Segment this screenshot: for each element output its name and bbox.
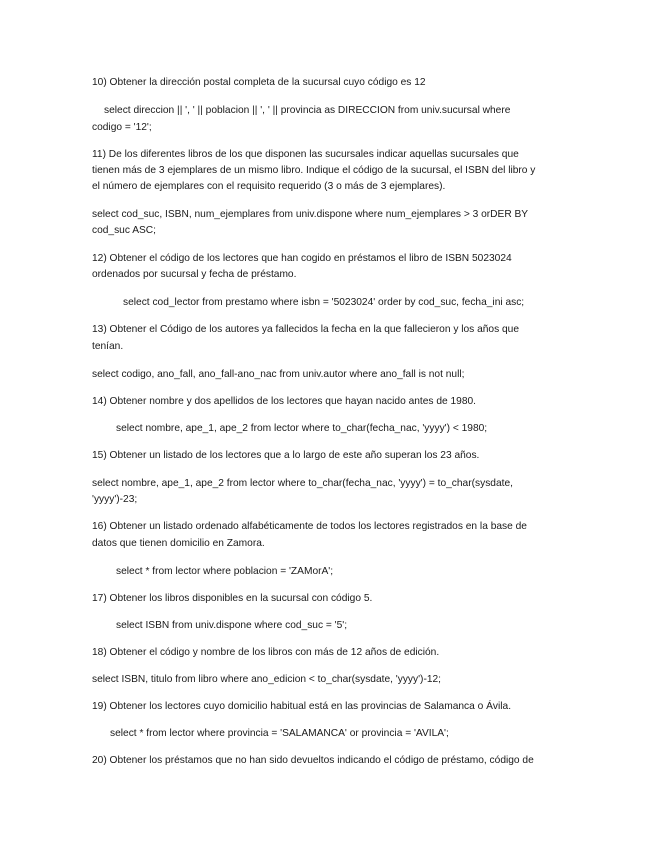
query-16: select * from lector where poblacion = 'ZAMorA'; (116, 566, 334, 577)
question-12-line-1: 12) Obtener el código de los lectores que han cogido en préstamos el libro de ISBN 5023024 (92, 253, 512, 264)
query-10-line-1: select direccion || ', ' || poblacion || ', ' || provincia as DIRECCION from univ.sucursal where (104, 105, 511, 116)
query-15-line-2: 'yyyy')-23; (92, 494, 138, 505)
query-11-line-1: select cod_suc, ISBN, num_ejemplares from univ.dispone where num_ejemplares > 3 orDER BY (92, 209, 529, 220)
question-20-line-1: 20) Obtener los préstamos que no han sido devueltos indicando el código de préstamo, código de (92, 755, 534, 766)
question-16-line-2: datos que tienen domicilio en Zamora. (92, 538, 265, 549)
question-13-line-1: 13) Obtener el Código de los autores ya fallecidos la fecha en la que fallecieron y los años que (92, 324, 520, 335)
query-19: select * from lector where provincia = 'SALAMANCA' or provincia = 'AVILA'; (110, 728, 449, 739)
question-14: 14) Obtener nombre y dos apellidos de los lectores que hayan nacido antes de 1980. (92, 396, 476, 407)
question-17: 17) Obtener los libros disponibles en la sucursal con código 5. (92, 593, 373, 604)
question-11-line-1: 11) De los diferentes libros de los que disponen las sucursales indicar aquellas sucursales que (92, 149, 519, 160)
query-14: select nombre, ape_1, ape_2 from lector where to_char(fecha_nac, 'yyyy') < 1980; (116, 423, 488, 434)
question-12-line-2: ordenados por sucursal y fecha de préstamo. (92, 269, 297, 280)
query-10-line-2: codigo = '12'; (92, 122, 152, 133)
query-17: select ISBN from univ.dispone where cod_suc = '5'; (116, 620, 348, 631)
question-18: 18) Obtener el código y nombre de los libros con más de 12 años de edición. (92, 647, 440, 658)
question-19: 19) Obtener los lectores cuyo domicilio habitual está en las provincias de Salamanca o Ávila. (92, 701, 512, 712)
query-11-line-2: cod_suc ASC; (92, 225, 156, 236)
question-13-line-2: tenían. (92, 341, 124, 352)
question-15: 15) Obtener un listado de los lectores que a lo largo de este año superan los 23 años. (92, 450, 480, 461)
question-10: 10) Obtener la dirección postal completa de la sucursal cuyo código es 12 (92, 77, 426, 88)
query-12: select cod_lector from prestamo where isbn = '5023024' order by cod_suc, fecha_ini asc; (123, 297, 525, 308)
question-11-line-3: el número de ejemplares con el requisito requerido (3 o más de 3 ejemplares). (92, 181, 446, 192)
question-11-line-2: tienen más de 3 ejemplares de un mismo libro. Indique el código de la sucursal, el ISBN del libro y (92, 165, 536, 176)
query-13: select codigo, ano_fall, ano_fall-ano_nac from univ.autor where ano_fall is not null; (92, 369, 465, 380)
query-18: select ISBN, titulo from libro where ano_edicion < to_char(sysdate, 'yyyy')-12; (92, 674, 442, 685)
question-16-line-1: 16) Obtener un listado ordenado alfabéticamente de todos los lectores registrados en la base de (92, 521, 527, 532)
query-15-line-1: select nombre, ape_1, ape_2 from lector where to_char(fecha_nac, 'yyyy') = to_char(sysdate, (92, 478, 513, 489)
